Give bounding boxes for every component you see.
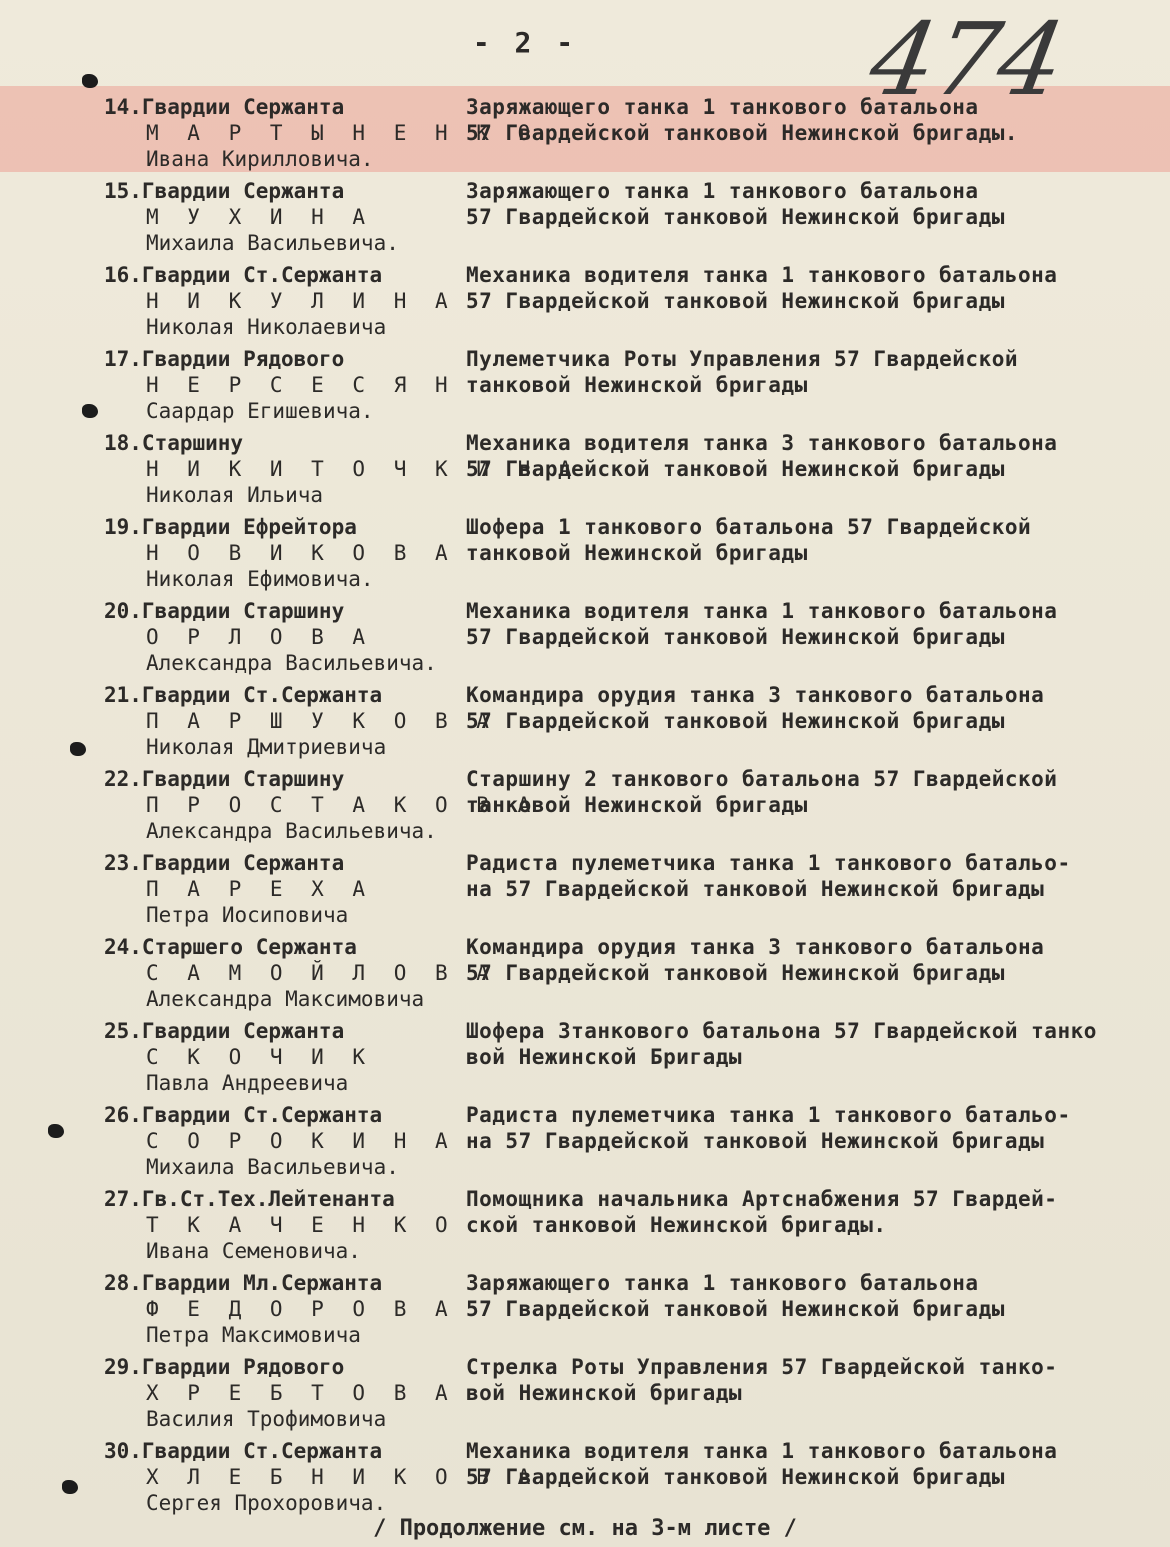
entry-given-name: Ивана Семеновича.: [146, 1239, 361, 1263]
entry-position-line: Помощника начальника Артснабжения 57 Гвардей-: [466, 1187, 1058, 1211]
entry-position-line: Командира орудия танка 3 танкового батальона: [466, 935, 1045, 959]
entry-position-line: Пулеметчика Роты Управления 57 Гвардейской: [466, 347, 1019, 371]
entry-surname: С А М О Й Л О В А: [146, 961, 497, 985]
handwritten-number: 474: [861, 1, 1074, 118]
entry-rank: 16.Гвардии Ст.Сержанта: [104, 263, 383, 287]
entry-given-name: Александра Васильевича.: [146, 819, 437, 843]
list-item: [0, 346, 1170, 430]
entry-position-line: Механика водителя танка 3 танкового батальона: [466, 431, 1058, 455]
entry-given-name: Петра Максимовича: [146, 1323, 361, 1347]
list-item: [0, 598, 1170, 682]
list-item: [0, 1186, 1170, 1270]
entry-given-name: Михаила Васильевича.: [146, 1155, 399, 1179]
entry-surname: М У Х И Н А: [146, 205, 374, 229]
entry-position-line: на 57 Гвардейской танковой Нежинской бригады: [466, 1129, 1045, 1153]
entry-surname: Х Р Е Б Т О В А: [146, 1381, 456, 1405]
list-item: [0, 682, 1170, 766]
entry-given-name: Ивана Кирилловича.: [146, 147, 374, 171]
entry-position-line: Шофера 1 танкового батальона 57 Гвардейской: [466, 515, 1032, 539]
entry-position-line: 57 Гвардейской танковой Нежинской бригады: [466, 1297, 1005, 1321]
entry-position-line: Механика водителя танка 1 танкового батальона: [466, 1439, 1058, 1463]
entry-position-line: Командира орудия танка 3 танкового батальона: [466, 683, 1045, 707]
list-item: [0, 1354, 1170, 1438]
entry-position-line: Механика водителя танка 1 танкового батальона: [466, 599, 1058, 623]
entry-rank: 14.Гвардии Сержанта: [104, 95, 345, 119]
entry-rank: 26.Гвардии Ст.Сержанта: [104, 1103, 383, 1127]
entry-rank: 25.Гвардии Сержанта: [104, 1019, 345, 1043]
entry-given-name: Саардар Егишевича.: [146, 399, 374, 423]
entry-given-name: Николая Николаевича: [146, 315, 387, 339]
entry-position-line: Старшину 2 танкового батальона 57 Гвардейской: [466, 767, 1058, 791]
list-item: [0, 1438, 1170, 1522]
entry-given-name: Василия Трофимовича: [146, 1407, 387, 1431]
entry-position-line: Радиста пулеметчика танка 1 танкового батальо-: [466, 1103, 1071, 1127]
entry-rank: 18.Старшину: [104, 431, 244, 455]
entry-rank: 15.Гвардии Сержанта: [104, 179, 345, 203]
entry-given-name: Михаила Васильевича.: [146, 231, 399, 255]
entry-position-line: танковой Нежинской бригады: [466, 793, 808, 817]
entry-given-name: Николая Дмитриевича: [146, 735, 387, 759]
entry-surname: Н Е Р С Е С Я Н: [146, 373, 456, 397]
list-item: [0, 262, 1170, 346]
entry-given-name: Сергея Прохоровича.: [146, 1491, 387, 1515]
entry-position-line: Шофера 3танкового батальона 57 Гвардейской танко: [466, 1019, 1097, 1043]
entry-position-line: 57 Гвардейской танковой Нежинской бригады.: [466, 121, 1019, 145]
entry-rank: 23.Гвардии Сержанта: [104, 851, 345, 875]
entry-surname: О Р Л О В А: [146, 625, 374, 649]
entry-position-line: 57 Гвардейской танковой Нежинской бригады: [466, 457, 1005, 481]
entry-rank: 21.Гвардии Ст.Сержанта: [104, 683, 383, 707]
entry-position-line: Механика водителя танка 1 танкового батальона: [466, 263, 1058, 287]
ink-blot: [62, 1480, 78, 1494]
entry-given-name: Александра Васильевича.: [146, 651, 437, 675]
entry-rank: 20.Гвардии Старшину: [104, 599, 345, 623]
entry-surname: Н И К У Л И Н А: [146, 289, 456, 313]
entry-surname: Н О В И К О В А: [146, 541, 456, 565]
entry-surname: Х Л Е Б Н И К О В А: [146, 1465, 539, 1489]
entry-position-line: танковой Нежинской бригады: [466, 541, 808, 565]
ink-blot: [82, 74, 98, 88]
list-item: [0, 430, 1170, 514]
entry-position-line: 57 Гвардейской танковой Нежинской бригады: [466, 205, 1005, 229]
entry-position-line: Радиста пулеметчика танка 1 танкового батальо-: [466, 851, 1071, 875]
entry-position-line: Заряжающего танка 1 танкового батальона: [466, 179, 979, 203]
entry-given-name: Николая Ильича: [146, 483, 324, 507]
entry-surname: С К О Ч И К: [146, 1045, 374, 1069]
entry-given-name: Александра Максимовича: [146, 987, 425, 1011]
list-item: [0, 850, 1170, 934]
entry-position-line: 57 Гвардейской танковой Нежинской бригады: [466, 625, 1005, 649]
list-item: [0, 514, 1170, 598]
entry-position-line: 57 Гвардейской танковой Нежинской бригады: [466, 961, 1005, 985]
entry-rank: 19.Гвардии Ефрейтора: [104, 515, 357, 539]
entry-surname: П А Р Е Х А: [146, 877, 374, 901]
entry-position-line: Стрелка Роты Управления 57 Гвардейской танко-: [466, 1355, 1058, 1379]
ink-blot: [70, 742, 86, 756]
entry-surname: М А Р Т Ы Н Е Н К О: [146, 121, 539, 145]
entry-given-name: Петра Иосиповича: [146, 903, 349, 927]
list-item: [0, 1102, 1170, 1186]
entry-position-line: танковой Нежинской бригады: [466, 373, 808, 397]
award-list: [0, 94, 1170, 1522]
entry-surname: Ф Е Д О Р О В А: [146, 1297, 456, 1321]
entry-position-line: вой Нежинской Бригады: [466, 1045, 743, 1069]
entry-rank: 30.Гвардии Ст.Сержанта: [104, 1439, 383, 1463]
list-item: [0, 178, 1170, 262]
list-item: [0, 1270, 1170, 1354]
list-item: [0, 766, 1170, 850]
entry-rank: 28.Гвардии Мл.Сержанта: [104, 1271, 383, 1295]
entry-rank: 22.Гвардии Старшину: [104, 767, 345, 791]
entry-position-line: 57 Гвардейской танковой Нежинской бригады: [466, 709, 1005, 733]
entry-position-line: 57 Гвардейской танковой Нежинской бригады: [466, 289, 1005, 313]
entry-surname: Н И К И Т О Ч К И Н А: [146, 457, 580, 481]
entry-given-name: Павла Андреевича: [146, 1071, 349, 1095]
entry-position-line: на 57 Гвардейской танковой Нежинской бригады: [466, 877, 1045, 901]
entry-rank: 24.Старшего Сержанта: [104, 935, 357, 959]
entry-position-line: Заряжающего танка 1 танкового батальона: [466, 1271, 979, 1295]
page-number: - 2 -: [472, 26, 578, 59]
entry-rank: 17.Гвардии Рядового: [104, 347, 345, 371]
entry-surname: П Р О С Т А К О В А: [146, 793, 539, 817]
entry-surname: С О Р О К И Н А: [146, 1129, 456, 1153]
entry-rank: 27.Гв.Ст.Тех.Лейтенанта: [104, 1187, 395, 1211]
entry-surname: Т К А Ч Е Н К О: [146, 1213, 456, 1237]
entry-position-line: ской танковой Нежинской бригады.: [466, 1213, 887, 1237]
ink-blot: [48, 1124, 64, 1138]
entry-position-line: 57 Гвардейской танковой Нежинской бригады: [466, 1465, 1005, 1489]
entry-surname: П А Р Ш У К О В А: [146, 709, 497, 733]
list-item: [0, 1018, 1170, 1102]
list-item: [0, 934, 1170, 1018]
list-item: [0, 94, 1170, 178]
entry-position-line: Заряжающего танка 1 танкового батальона: [466, 95, 979, 119]
entry-position-line: вой Нежинской бригады: [466, 1381, 743, 1405]
continuation-note: / Продолжение см. на 3-м листе /: [373, 1516, 797, 1541]
entry-rank: 29.Гвардии Рядового: [104, 1355, 345, 1379]
ink-blot: [82, 404, 98, 418]
entry-given-name: Николая Ефимовича.: [146, 567, 374, 591]
